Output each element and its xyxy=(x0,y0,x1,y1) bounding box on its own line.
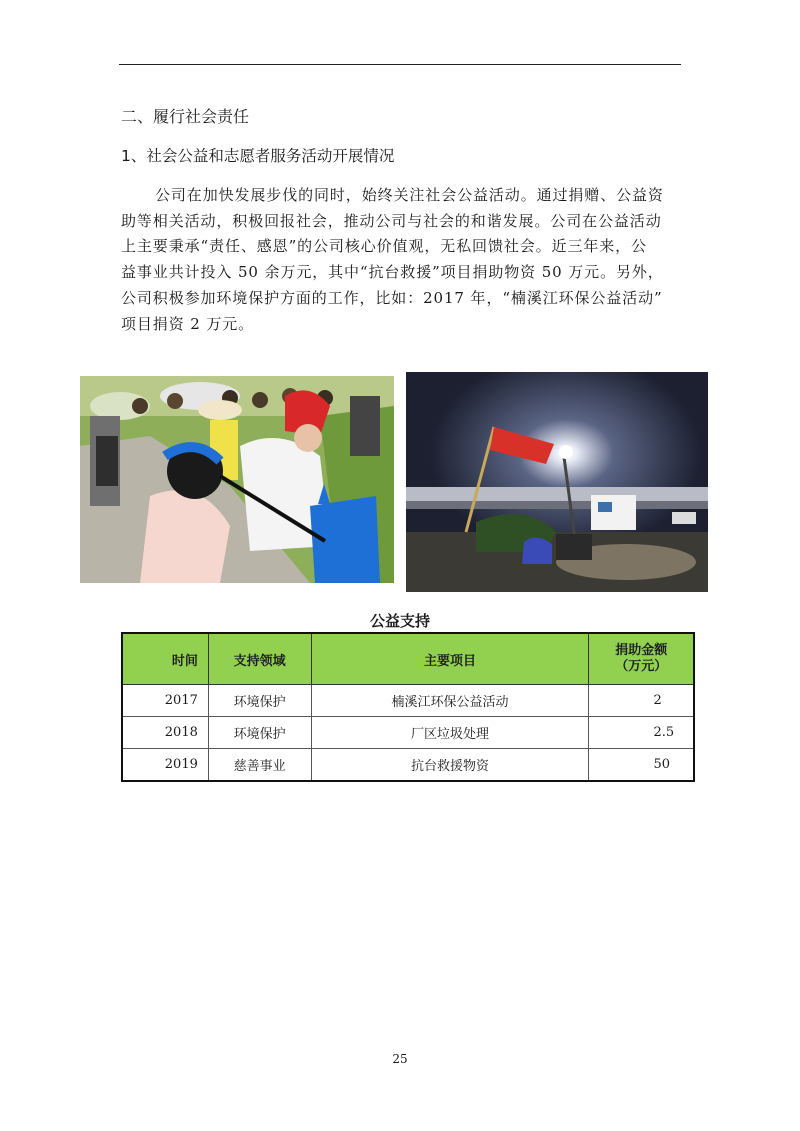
paragraph-line: 公司积极参加环境保护方面的工作，比如：2017 年，“楠溪江环保公益活动” xyxy=(121,288,663,307)
page-number: 25 xyxy=(392,1052,408,1066)
paragraph-line: 公司在加快发展步伐的同时，始终关注社会公益活动。通过捐赠、公益资 xyxy=(155,186,664,204)
cell-year: 2019 xyxy=(122,749,208,782)
cell-field: 环境保护 xyxy=(208,685,311,717)
table-row xyxy=(122,749,694,782)
cell-year: 2017 xyxy=(122,685,208,717)
cell-year: 2018 xyxy=(122,717,208,749)
header-field: 支持领域 xyxy=(208,633,311,685)
table-caption: 公益支持 xyxy=(369,612,430,630)
night-rescue-photo xyxy=(406,372,708,592)
donation-table xyxy=(121,632,695,782)
table-header-row xyxy=(122,633,694,685)
paragraph-line: 上主要秉承“责任、感恩”的公司核心价值观，无私回馈社会。近三年来，公 xyxy=(121,237,647,256)
volunteer-cleanup-photo xyxy=(80,376,394,583)
cell-field: 慈善事业 xyxy=(208,749,311,782)
section-title: 二、履行社会责任 xyxy=(121,107,250,126)
cell-project: 抗台救援物资 xyxy=(311,749,589,782)
header-rule xyxy=(119,64,681,65)
cell-project: 厂区垃圾处理 xyxy=(311,717,589,749)
subsection-title: 1、社会公益和志愿者服务活动开展情况 xyxy=(121,147,395,165)
cell-field: 环境保护 xyxy=(208,717,311,749)
cell-amount: 50 xyxy=(589,749,694,782)
cell-project: 楠溪江环保公益活动 xyxy=(311,685,589,717)
header-year: 时间 xyxy=(122,633,208,685)
paragraph-line: 助等相关活动，积极回报社会，推动公司与社会的和谐发展。公司在公益活动 xyxy=(121,211,662,230)
header-project: 主要项目 xyxy=(311,633,589,685)
paragraph-line: 项目捐资 2 万元。 xyxy=(121,314,255,333)
paragraph-line: 益事业共计投入 50 余万元，其中“抗台救援”项目捐助物资 50 万元。另外， xyxy=(121,263,664,282)
table-row xyxy=(122,685,694,717)
header-amount xyxy=(589,633,694,685)
header-amount-label: 捐助金额 xyxy=(615,643,668,658)
header-amount-unit: （万元） xyxy=(615,659,668,674)
cell-amount: 2 xyxy=(589,685,694,717)
table-row xyxy=(122,717,694,749)
body-paragraph xyxy=(121,183,681,337)
cell-amount: 2.5 xyxy=(589,717,694,749)
